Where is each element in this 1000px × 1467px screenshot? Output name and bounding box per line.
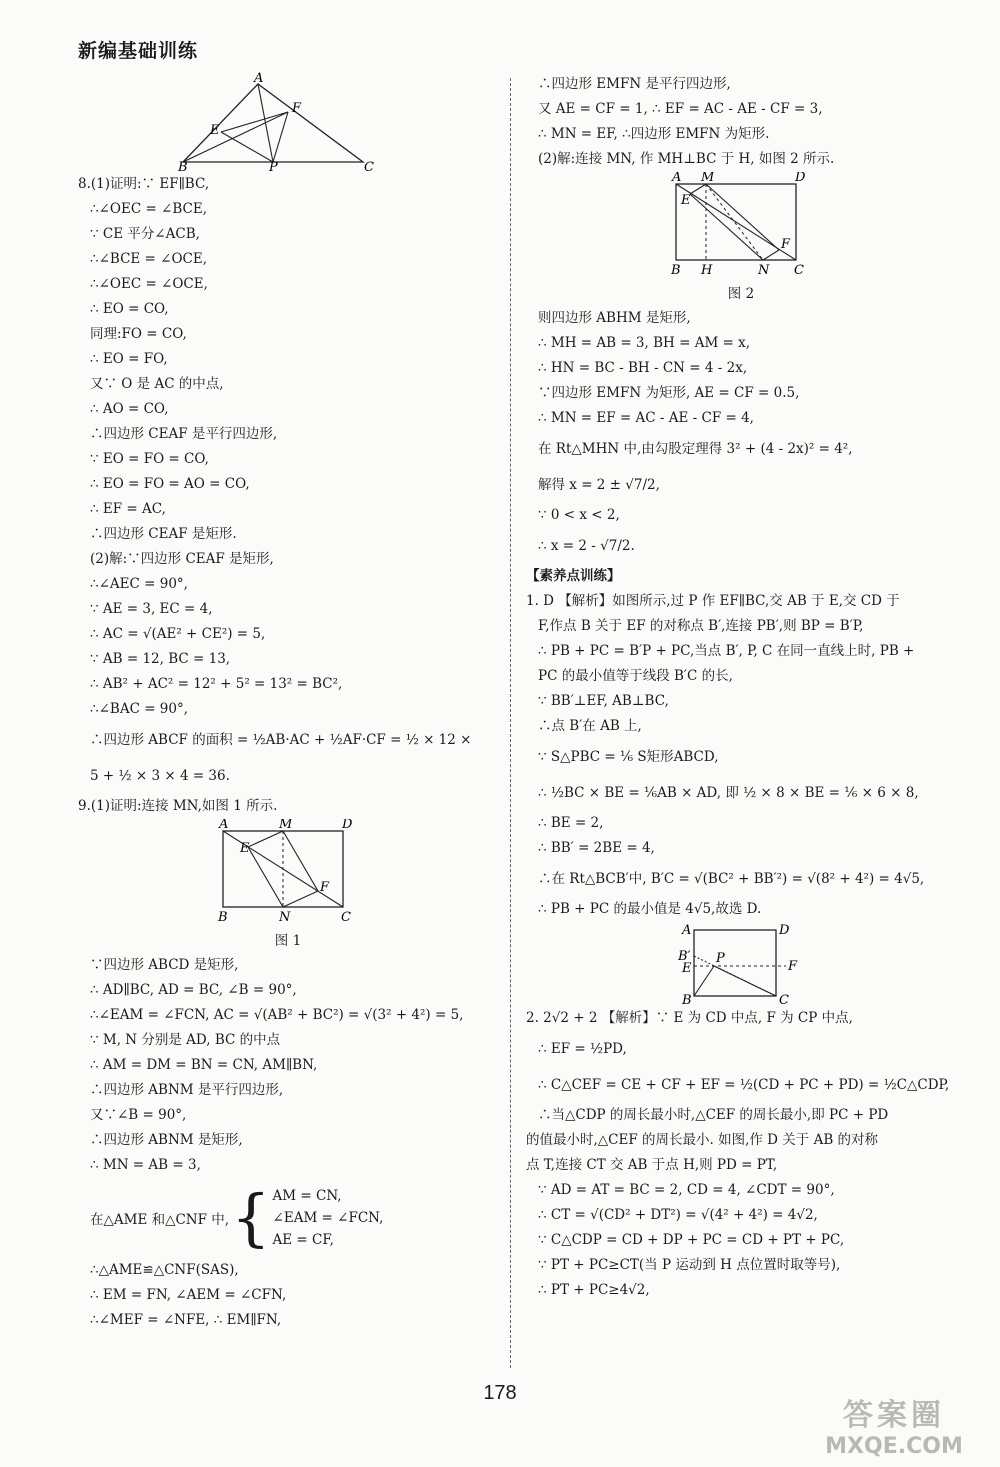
text-line: (2)解:连接 MN, 作 MH⊥BC 于 H, 如图 2 所示. [538, 151, 835, 167]
text-line: ∴ EF = ½PD, [538, 1041, 627, 1057]
text-line: ∴ x = 2 - √7/2. [538, 538, 635, 554]
brace-line: AE = CF, [272, 1232, 334, 1248]
label-B: B [671, 263, 681, 278]
watermark [794, 1390, 994, 1459]
text-line: ∴四边形 ABNM 是矩形, [90, 1132, 243, 1148]
text-line: ∴△AME≌△CNF(SAS), [90, 1262, 239, 1278]
text-line: 1. D 【解析】如图所示,过 P 作 EF∥BC,交 AB 于 E,交 CD 于 [526, 593, 900, 609]
label-F: F [292, 101, 302, 116]
label-A: A [672, 172, 682, 185]
text-line: 在 Rt△MHN 中,由勾股定理得 3² + (4 - 2x)² = 4², [538, 441, 853, 457]
label-D: D [342, 819, 353, 832]
text-line: ∴ BE = 2, [538, 815, 604, 831]
column-divider [510, 78, 511, 1368]
text-line: ∴ MN = AB = 3, [90, 1157, 201, 1173]
text-line: ∵四边形 EMFN 为矩形, AE = CF = 0.5, [538, 385, 800, 401]
label-E: E [210, 123, 220, 138]
left-brace: { [231, 1181, 271, 1254]
label-P: P [269, 160, 278, 172]
text-line: ∴∠EAM = ∠FCN, AC = √(AB² + BC²) = √(3² + 4²) = 5, [90, 1007, 464, 1023]
label-A: A [219, 819, 229, 832]
text-line: ∵四边形 ABCD 是矩形, [90, 957, 239, 973]
text-line: ∴ PB + PC 的最小值是 4√5,故选 D. [538, 901, 762, 917]
text-line: ∴∠MEF = ∠NFE, ∴ EM∥FN, [90, 1312, 282, 1328]
watermark-logo: 答案圈 [843, 1398, 945, 1433]
label-H: H [701, 263, 713, 278]
text-line: ∴∠AEC = 90°, [90, 576, 188, 592]
page-header-title: 新编基础训练 [78, 40, 199, 62]
text-line: ∴ MN = EF, ∴四边形 EMFN 为矩形. [538, 126, 770, 142]
text-line: PC 的最小值等于线段 B′C 的长, [538, 668, 733, 684]
problem8-text [78, 172, 498, 819]
text-line: 又 AE = CF = 1, ∴ EF = AC - AE - CF = 3, [538, 101, 823, 117]
text-line: ∴ MN = EF = AC - AE - CF = 4, [538, 410, 754, 426]
figure-2 [661, 172, 821, 282]
figure-2-caption: 图 2 [727, 286, 755, 302]
problem9-text [78, 953, 498, 1333]
label-A: A [254, 72, 264, 86]
text-line: ∵ CE 平分∠ACB, [90, 226, 200, 242]
label-C: C [341, 910, 351, 925]
text-line: 又∵∠B = 90°, [90, 1107, 187, 1123]
text-line: ∵ EO = FO = CO, [90, 451, 209, 467]
text-line: ∵ AE = 3, EC = 4, [90, 601, 213, 617]
label-M: M [701, 172, 715, 185]
label-B-prime: B′ [678, 949, 691, 964]
text-line: ∵ C△CDP = CD + DP + PC = CD + PT + PC, [538, 1232, 845, 1248]
text-line: ∴ AC = √(AE² + CE²) = 5, [90, 626, 266, 642]
label-E: E [681, 193, 691, 208]
text-line: ∴当△CDP 的周长最小时,△CEF 的周长最小,即 PC + PD [538, 1107, 889, 1123]
text-line: (2)解:∵四边形 CEAF 是矩形, [90, 551, 274, 567]
label-B: B [682, 993, 692, 1006]
label-C: C [779, 993, 789, 1006]
text-line: 则四边形 ABHM 是矩形, [538, 310, 691, 326]
figure-3 [666, 922, 816, 1006]
section-title: 【素养点训练】 [526, 568, 621, 584]
text-line: ∴ ½BC × BE = ⅙AB × AD, 即 ½ × 8 × BE = ⅙ × 6 × 8, [538, 785, 919, 801]
label-E: E [682, 961, 692, 976]
text-line: ∵ M, N 分别是 AD, BC 的中点 [90, 1032, 281, 1048]
text-line: ∴ AD∥BC, AD = BC, ∠B = 90°, [90, 982, 297, 998]
text-line: ∴四边形 ABCF 的面积 = ½AB·AC + ½AF·CF = ½ × 12 × [90, 732, 472, 748]
text-line: ∵ 0 < x < 2, [538, 507, 620, 523]
text-line: ∴ C△CEF = CE + CF + EF = ½(CD + PC + PD) = ½C△CDP, [538, 1077, 950, 1093]
text-line: ∴ EO = CO, [90, 301, 169, 317]
text-line: F,作点 B 关于 EF 的对称点 B′,连接 PB′,则 BP = B′P, [538, 618, 864, 634]
text-line: ∴ EO = FO, [90, 351, 168, 367]
label-F: F [320, 880, 330, 895]
text-line: ∴ AB² + AC² = 12² + 5² = 13² = BC², [90, 676, 343, 692]
text-line: 点 T,连接 CT 交 AB 于点 H,则 PD = PT, [526, 1157, 778, 1173]
text-line: ∴ CT = √(CD² + DT²) = √(4² + 4²) = 4√2, [538, 1207, 818, 1223]
text-line: ∴ EM = FN, ∠AEM = ∠CFN, [90, 1287, 287, 1303]
text-line: 同理:FO = CO, [90, 326, 187, 342]
text-line: ∴ AM = DM = BN = CN, AM∥BN, [90, 1057, 318, 1073]
text-line: ∴ HN = BC - BH - CN = 4 - 2x, [538, 360, 748, 376]
label-F: F [788, 959, 798, 974]
watermark-url: MXQE.COM [825, 1434, 963, 1459]
text-line: 解得 x = 2 ± √7/2, [538, 477, 660, 493]
text-line: 9.(1)证明:连接 MN,如图 1 所示. [78, 798, 278, 814]
text-line: ∵ PT + PC≥CT(当 P 运动到 H 点位置时取等号), [538, 1257, 841, 1273]
brace-line: ∠EAM = ∠FCN, [272, 1210, 384, 1226]
text-line: 5 + ½ × 3 × 4 = 36. [90, 768, 230, 784]
text-line: ∴∠BCE = ∠OCE, [90, 251, 208, 267]
label-F: F [781, 237, 791, 252]
label-B: B [218, 910, 228, 925]
brace-line: AM = CN, [272, 1188, 342, 1204]
text-line: ∴ EO = FO = AO = CO, [90, 476, 250, 492]
text-line: ∵ BB′⊥EF, AB⊥BC, [538, 693, 669, 709]
text-line: ∴在 Rt△BCB′中, B′C = √(BC² + BB′²) = √(8² + 4²) = 4√5, [538, 871, 925, 887]
text-line: ∴ PT + PC≥4√2, [538, 1282, 650, 1298]
text-line: ∴ BB′ = 2BE = 4, [538, 840, 655, 856]
label-E: E [240, 841, 250, 856]
text-line: 8.(1)证明:∵ EF∥BC, [78, 176, 210, 192]
label-C: C [364, 160, 374, 172]
text-line: ∴四边形 ABNM 是平行四边形, [90, 1082, 284, 1098]
text-line: ∴四边形 CEAF 是矩形. [90, 526, 237, 542]
label-N: N [279, 910, 291, 925]
brace-lines [273, 1185, 384, 1251]
figure-1-caption: 图 1 [274, 933, 302, 949]
label-P: P [716, 951, 725, 966]
text-line: ∵ S△PBC = ⅙ S矩形ABCD, [538, 749, 719, 765]
text-line: ∴∠BAC = 90°, [90, 701, 189, 717]
text-line: 的值最小时,△CEF 的周长最小. 如图,作 D 关于 AB 的对称 [526, 1132, 879, 1148]
brace-prefix: 在△AME 和△CNF 中, [90, 1212, 230, 1228]
label-B: B [178, 160, 188, 172]
text-line: ∵ AD = AT = BC = 2, CD = 4, ∠CDT = 90°, [538, 1182, 835, 1198]
left-column [78, 72, 498, 1333]
text-line: ∴ AO = CO, [90, 401, 169, 417]
text-line: 2. 2√2 + 2 【解析】∵ E 为 CD 中点, F 为 CP 中点, [526, 1010, 853, 1026]
page-number: 178 [483, 1382, 517, 1404]
label-D: D [779, 923, 790, 938]
text-line: 又∵ O 是 AC 的中点, [90, 376, 224, 392]
label-C: C [794, 263, 804, 278]
text-line: ∴四边形 EMFN 是平行四边形, [538, 76, 731, 92]
text-line: ∵ AB = 12, BC = 13, [90, 651, 231, 667]
label-N: N [758, 263, 770, 278]
label-A: A [682, 923, 692, 938]
text-line: ∴∠OEC = ∠OCE, [90, 276, 208, 292]
text-line: ∴ EF = AC, [90, 501, 166, 517]
text-line: ∴四边形 CEAF 是平行四边形, [90, 426, 278, 442]
text-line: ∴∠OEC = ∠BCE, [90, 201, 208, 217]
text-line: ∴点 B′在 AB 上, [538, 718, 642, 734]
right-column [526, 72, 956, 1303]
label-D: D [795, 172, 806, 185]
text-line: ∴ MH = AB = 3, BH = AM = x, [538, 335, 751, 351]
figure-1 [208, 819, 368, 929]
text-line: ∴ PB + PC = B′P + PC,当点 B′, P, C 在同一直线上时, PB + [538, 643, 915, 659]
triangle-figure [178, 72, 398, 172]
label-M: M [279, 819, 293, 832]
congruence-conditions [78, 1178, 498, 1258]
